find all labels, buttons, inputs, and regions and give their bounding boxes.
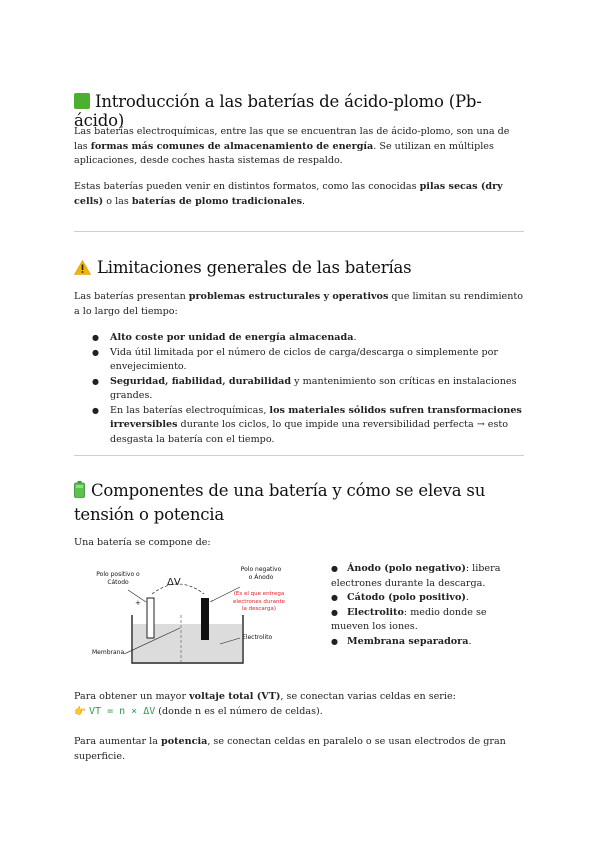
- components-intro: Una batería se compone de:: [74, 537, 211, 548]
- paragraph: [74, 735, 526, 764]
- green-square-icon: [74, 93, 90, 109]
- paragraph: [74, 290, 526, 319]
- list-item: ● Cátodo (polo positivo).: [331, 592, 469, 603]
- divider: [74, 455, 524, 456]
- paragraph: [74, 690, 526, 719]
- list-item: ● Membrana separadora.: [331, 635, 472, 647]
- section-limitations: [74, 258, 526, 279]
- paragraph-limitations: Las baterías presentan problemas estructurales y operativos que limitan su rendimiento a lo largo del tiempo:: [74, 291, 524, 317]
- divider: [74, 231, 524, 232]
- section-title-limitations: Limitaciones generales de las baterías: [74, 258, 526, 279]
- voltage-formula: VT = n × ΔV: [89, 705, 156, 717]
- components-list: [331, 562, 527, 649]
- list-item: ● Vida útil limitada por el número de ciclos de carga/descarga o simplemente por envejecimiento.: [110, 346, 526, 375]
- negative-pole-label: Polo negativo o Ánodo: [240, 566, 282, 581]
- negative-pole-note: (Es el que entrega electrones durante la descarga): [232, 591, 286, 612]
- plus-sign: +: [135, 599, 141, 607]
- positive-pole-label: Polo positivo o Cátodo: [96, 571, 140, 586]
- paragraph-intro-2: Estas baterías pueden venir en distintos formatos, como las conocidas pilas secas (dry cells) o las baterías de plomo tradicionales.: [74, 181, 503, 207]
- battery-icon: [74, 481, 85, 504]
- limitations-list: [74, 331, 526, 447]
- list-item: ● En las baterías electroquímicas, los materiales sólidos sufren transformaciones irreversibles durante los ciclos, lo que impide una reversibilidad perfecta → esto desgasta la batería con el tiempo.: [110, 404, 526, 448]
- paragraph: [74, 125, 526, 169]
- parallel-text: Para aumentar la potencia, se conectan celdas en paralelo o se usan electrodos de gran superficie.: [74, 736, 506, 762]
- list-item: ● Electrolito: medio donde se mueven los iones.: [331, 606, 487, 632]
- list-item: ● Ánodo (polo negativo): libera electrones durante la descarga.: [331, 563, 501, 589]
- delta-v-label: ΔV: [167, 577, 181, 588]
- section-title-intro: Introducción a las baterías de ácido-plomo (Pb-ácido): [74, 92, 482, 130]
- warning-icon: [74, 260, 91, 279]
- pointing-hand-icon: 👉: [74, 705, 86, 717]
- battery-diagram: [90, 562, 330, 674]
- list-item: ● Seguridad, fiabilidad, durabilidad y mantenimiento son críticas en instalaciones grandes.: [110, 375, 526, 404]
- paragraph: [74, 180, 526, 209]
- formula-line: 👉 VT = n × ΔV (donde n es el número de celdas).: [74, 705, 323, 717]
- list-item: ● Alto coste por unidad de energía almacenada.: [110, 331, 526, 346]
- paragraph: [74, 536, 526, 551]
- section-title-components: Componentes de una batería y cómo se eleva su tensión o potencia: [74, 481, 486, 524]
- section-components: [74, 480, 526, 526]
- membrane-label: Membrana: [92, 649, 125, 656]
- minus-sign: -: [211, 597, 214, 605]
- paragraph-intro-1: Las baterías electroquímicas, entre las que se encuentran las de ácido-plomo, son una de las formas más comunes de almacenamiento de energía. Se utilizan en múltiples aplicaciones, desde coches hasta sistemas de respaldo.: [74, 126, 510, 166]
- series-text: Para obtener un mayor voltaje total (VT), se conectan varias celdas en serie:: [74, 691, 456, 702]
- electrolyte-label: Electrolito: [242, 634, 273, 641]
